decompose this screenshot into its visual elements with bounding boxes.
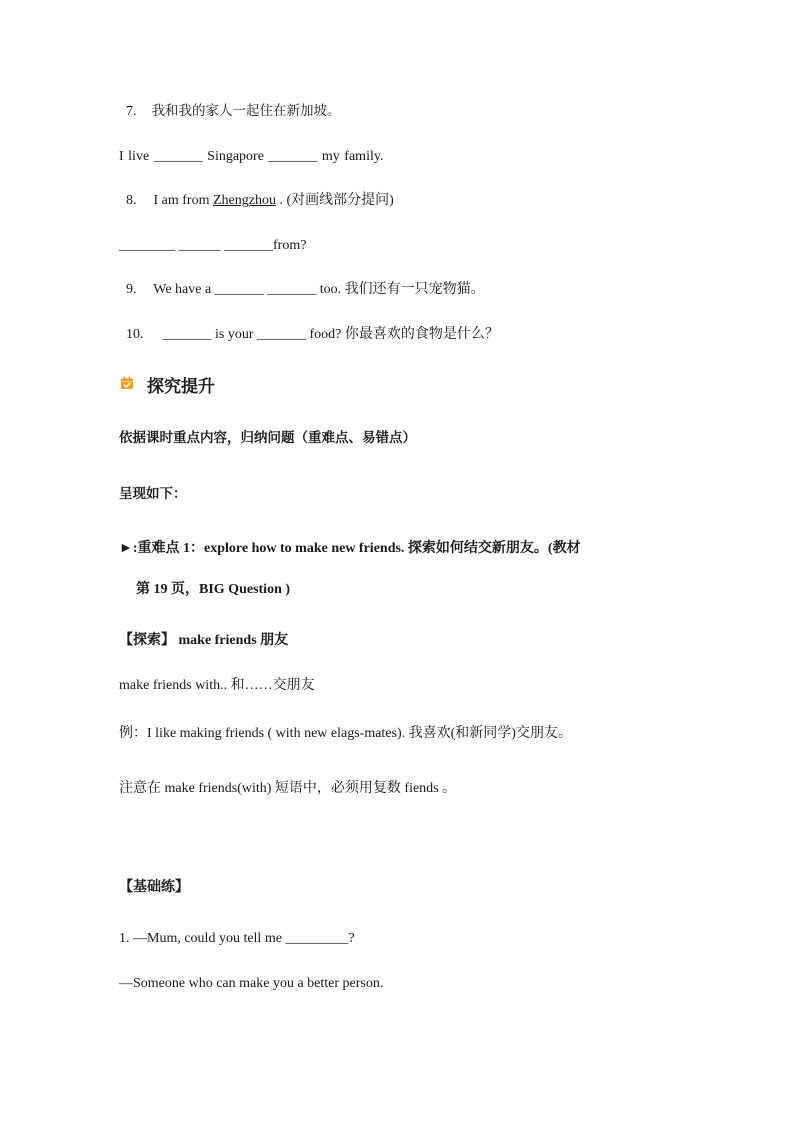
question-text: We have a _______ _______ too. 我们还有一只宠物猫。 xyxy=(153,282,485,297)
practice-answer-1: —Someone who can make you a better person. xyxy=(119,976,384,991)
question-number: 7. xyxy=(126,104,137,119)
question-text: _______ is your _______ food? 你最喜欢的食物是什么？ xyxy=(162,327,499,342)
section-title: 探究提升 xyxy=(147,377,215,397)
question-8-answer-blanks: ________ ______ _______from? xyxy=(119,238,307,253)
question-10 xyxy=(126,325,499,345)
intro-line-2: 呈现如下： xyxy=(119,486,187,502)
practice-heading: 【基础练】 xyxy=(119,880,189,895)
question-chinese: 我和我的家人一起住在新加坡。 xyxy=(151,103,341,119)
explore-note: 注意在 make friends(with) 短语中，必须用复数 fiends 。 xyxy=(119,781,457,796)
question-8 xyxy=(126,191,394,211)
practice-question-1: 1. —Mum, could you tell me _________? xyxy=(119,931,355,946)
keypoint-line-2: 第 19 页，BIG Question ) xyxy=(136,582,291,597)
keypoint-text: 重难点 1：explore how to make new friends. 探索如何结交新朋友。(教材 xyxy=(137,541,581,556)
underlined-word: Zhengzhou xyxy=(212,193,276,208)
keypoint-line-1 xyxy=(119,539,581,559)
triangle-marker-icon: ►: xyxy=(119,541,138,556)
question-number: 10. xyxy=(126,327,144,342)
question-number: 8. xyxy=(126,193,137,208)
question-text-pre: I am from xyxy=(153,193,213,208)
question-7-english: I live _______ Singapore _______ my family. xyxy=(119,149,384,164)
explore-example: 例：I like making friends ( with new elags-mates). 我喜欢(和新同学)交朋友。 xyxy=(119,726,572,741)
question-text-post: . (对画线部分提问) xyxy=(279,193,394,208)
explore-phrase: make friends with.. 和……交朋友 xyxy=(119,678,315,693)
intro-line-1: 依据课时重点内容，归纳问题（重难点、易错点） xyxy=(119,430,416,446)
calendar-check-icon xyxy=(120,376,134,390)
explore-heading: 【探索】 make friends 朋友 xyxy=(119,633,289,648)
question-9 xyxy=(126,280,485,300)
question-number: 9. xyxy=(126,282,137,297)
question-7 xyxy=(126,101,341,122)
